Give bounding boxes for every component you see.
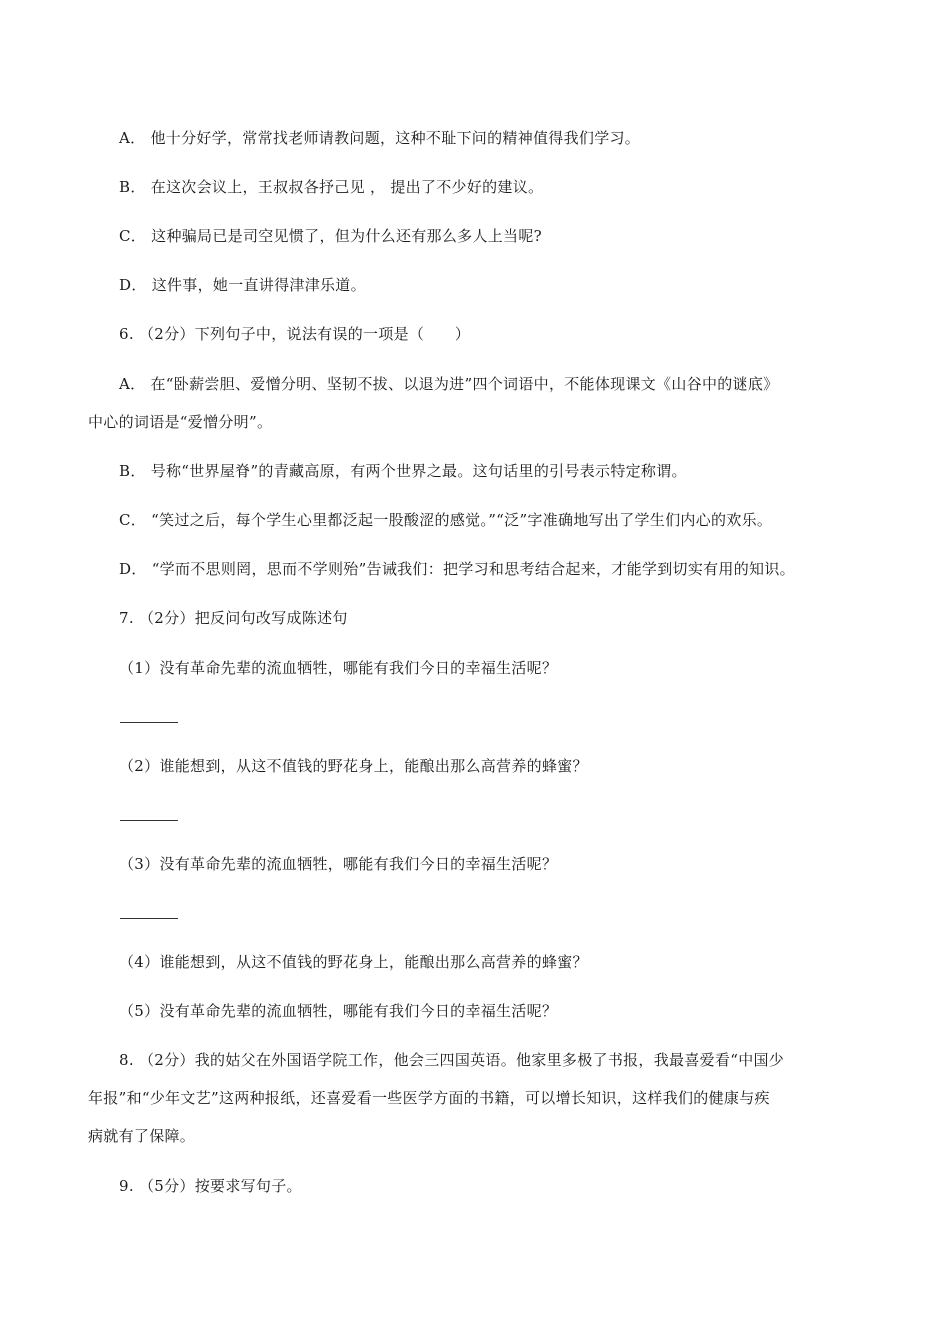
q6-stem: 6. （2分）下列句子中，说法有误的一项是（ ） bbox=[119, 325, 471, 343]
q9-stem: 9. （5分）按要求写句子。 bbox=[119, 1177, 302, 1195]
q6-option-a-line1: A． 在“卧薪尝胆、爱憎分明、坚韧不拔、以退为进”四个词语中，不能体现课文《山谷中的谜底》 bbox=[119, 375, 779, 393]
q7-sentence-4: （4）谁能想到，从这不值钱的野花身上，能酿出那么高营养的蜂蜜？ bbox=[119, 953, 588, 971]
q7-sentence-1: （1）没有革命先辈的流血牺牲，哪能有我们今日的幸福生活呢？ bbox=[119, 659, 558, 677]
q5-option-a: A． 他十分好学，常常找老师请教问题，这种不耻下问的精神值得我们学习。 bbox=[119, 129, 641, 147]
q6-option-a-line2: 中心的词语是“爱憎分明”。 bbox=[88, 413, 273, 431]
q6-option-b: B． 号称“世界屋脊”的青藏高原，有两个世界之最。这句话里的引号表示特定称谓。 bbox=[119, 462, 687, 480]
q6-option-d: D． “学而不思则罔，思而不学则殆”告诫我们：把学习和思考结合起来，才能学到切实有用的知识。 bbox=[119, 560, 795, 578]
q7-answer-blank-3[interactable] bbox=[120, 918, 178, 919]
q5-option-c: C． 这种骗局已是司空见惯了，但为什么还有那么多人上当呢? bbox=[119, 227, 542, 245]
q7-stem: 7. （2分）把反问句改写成陈述句 bbox=[119, 609, 348, 627]
q7-sentence-3: （3）没有革命先辈的流血牺牲，哪能有我们今日的幸福生活呢？ bbox=[119, 855, 558, 873]
q7-answer-blank-1[interactable] bbox=[120, 722, 178, 723]
q7-answer-blank-2[interactable] bbox=[120, 820, 178, 821]
q7-sentence-2: （2）谁能想到，从这不值钱的野花身上，能酿出那么高营养的蜂蜜？ bbox=[119, 757, 588, 775]
q8-line-3: 病就有了保障。 bbox=[88, 1127, 196, 1145]
q6-option-c: C． “笑过之后，每个学生心里都泛起一股酸涩的感觉。”“泛”字准确地写出了学生们内心的欢乐。 bbox=[119, 511, 773, 529]
q5-option-d: D． 这件事，她一直讲得津津乐道。 bbox=[119, 276, 366, 294]
q7-sentence-5: （5）没有革命先辈的流血牺牲，哪能有我们今日的幸福生活呢？ bbox=[119, 1002, 558, 1020]
q8-line-2: 年报”和“少年文艺”这两种报纸，还喜爱看一些医学方面的书籍，可以增长知识，这样我们的健康与疾 bbox=[88, 1089, 770, 1107]
q8-line-1: 8. （2分）我的姑父在外国语学院工作，他会三四国英语。他家里多极了书报，我最喜爱看“中国少 bbox=[119, 1051, 785, 1069]
q5-option-b: B． 在这次会议上，王叔叔各抒己见 ， 提出了不少好的建议。 bbox=[119, 178, 544, 196]
